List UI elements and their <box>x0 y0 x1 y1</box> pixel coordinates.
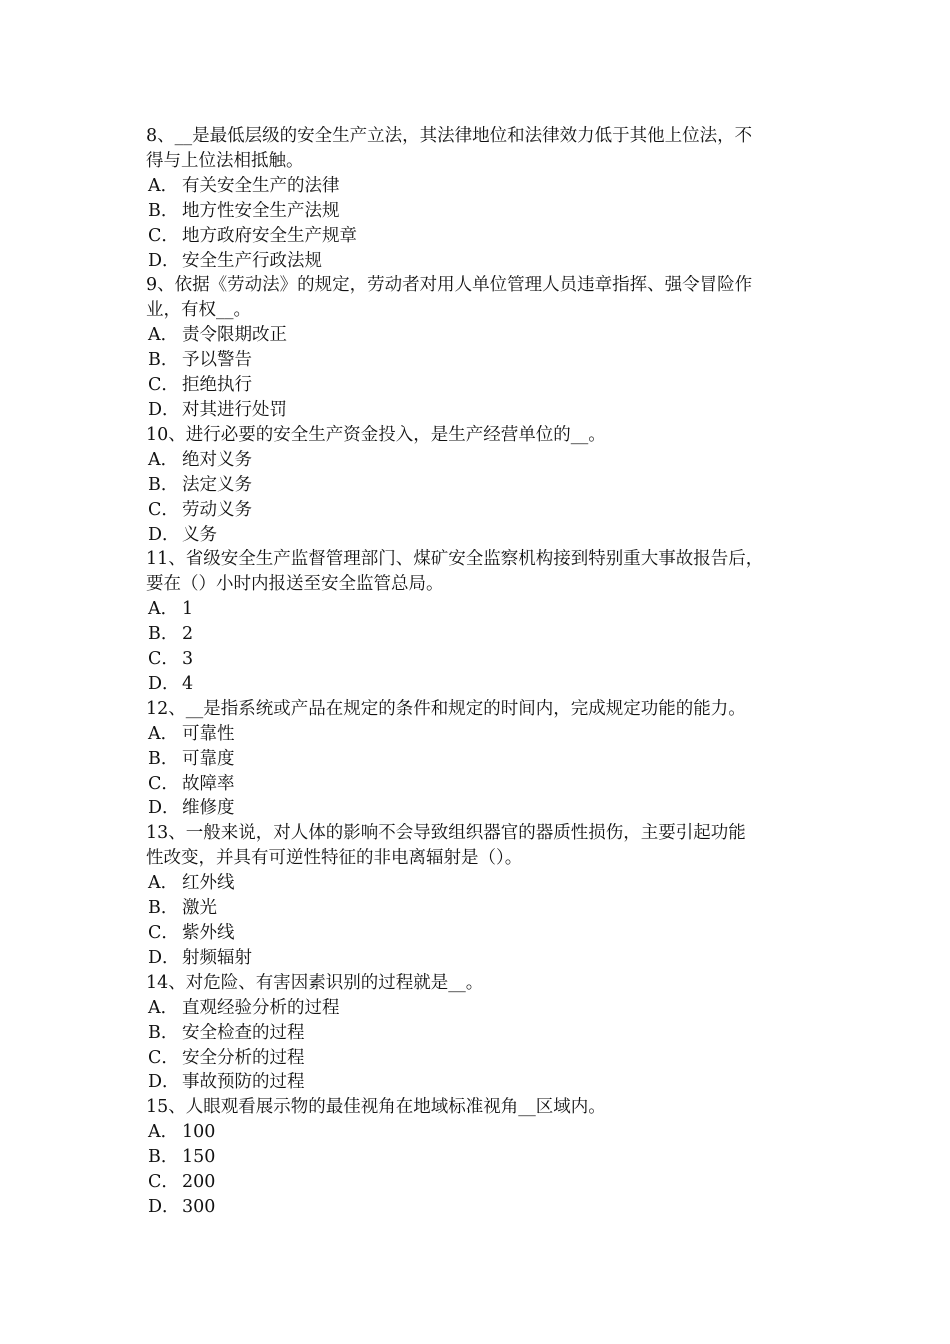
option-label: A． <box>148 1122 179 1143</box>
option-d <box>146 946 816 971</box>
option-text: 150 <box>182 1147 216 1168</box>
option-b <box>146 622 816 647</box>
option-c <box>146 373 816 398</box>
option-text: 故障率 <box>182 773 235 794</box>
option-text: 事故预防的过程 <box>182 1072 305 1093</box>
option-text: 劳动义务 <box>182 499 252 520</box>
option-b <box>146 896 816 921</box>
option-text: 3 <box>182 649 194 670</box>
option-label: B． <box>148 350 179 371</box>
option-b <box>146 747 816 772</box>
option-label: A． <box>148 599 179 620</box>
option-d <box>146 249 816 274</box>
option-text: 对其进行处罚 <box>182 399 287 420</box>
option-c <box>146 1046 816 1071</box>
option-text: 地方政府安全生产规章 <box>182 225 357 246</box>
option-label: A． <box>148 175 179 196</box>
question-stem <box>146 697 816 722</box>
option-text: 200 <box>182 1172 216 1193</box>
option-label: D． <box>148 250 180 271</box>
question-10 <box>146 423 816 548</box>
option-label: C． <box>148 375 179 396</box>
option-label: B． <box>148 1147 179 1168</box>
option-a <box>146 996 816 1021</box>
option-c <box>146 224 816 249</box>
option-text: 可靠度 <box>182 748 235 769</box>
option-text: 2 <box>182 624 194 645</box>
option-text: 激光 <box>182 898 217 919</box>
question-stem-line: 9、依据《劳动法》的规定，劳动者对用人单位管理人员违章指挥、强令冒险作 <box>146 275 753 296</box>
option-b <box>146 348 816 373</box>
option-label: A． <box>148 997 179 1018</box>
option-text: 地方性安全生产法规 <box>182 200 340 221</box>
option-text: 责令限期改正 <box>182 325 287 346</box>
option-d <box>146 1195 816 1220</box>
option-text: 法定义务 <box>182 474 252 495</box>
option-b <box>146 473 816 498</box>
option-label: C． <box>148 773 179 794</box>
option-c <box>146 498 816 523</box>
question-stem-line: 15、人眼观看展示物的最佳视角在地域标准视角__区域内。 <box>146 1097 606 1118</box>
option-d <box>146 398 816 423</box>
option-text: 300 <box>182 1196 216 1217</box>
question-stem-line: 业，有权__。 <box>146 300 251 321</box>
option-c <box>146 1170 816 1195</box>
option-label: B． <box>148 1022 179 1043</box>
option-c <box>146 647 816 672</box>
option-text: 安全分析的过程 <box>182 1047 305 1068</box>
option-b <box>146 1021 816 1046</box>
question-stem-line: 要在（）小时内报送至安全监管总局。 <box>146 574 444 595</box>
question-stem-line: 10、进行必要的安全生产资金投入，是生产经营单位的__。 <box>146 424 606 445</box>
question-stem-line: 12、__是指系统或产品在规定的条件和规定的时间内，完成规定功能的能力。 <box>146 698 746 719</box>
option-a <box>146 871 816 896</box>
option-label: C． <box>148 1172 179 1193</box>
option-label: C． <box>148 225 179 246</box>
question-9 <box>146 273 816 422</box>
option-label: D． <box>148 1072 180 1093</box>
question-stem <box>146 547 816 597</box>
option-a <box>146 174 816 199</box>
option-label: D． <box>148 524 180 545</box>
option-label: D． <box>148 947 180 968</box>
option-d <box>146 672 816 697</box>
option-label: D． <box>148 673 180 694</box>
option-text: 绝对义务 <box>182 449 252 470</box>
option-text: 100 <box>182 1122 216 1143</box>
option-text: 义务 <box>182 524 217 545</box>
option-label: A． <box>148 449 179 470</box>
option-label: C． <box>148 649 179 670</box>
option-label: A． <box>148 873 179 894</box>
question-stem <box>146 1095 816 1120</box>
option-label: A． <box>148 325 179 346</box>
option-label: B． <box>148 200 179 221</box>
question-13 <box>146 821 816 970</box>
option-label: B． <box>148 898 179 919</box>
option-text: 予以警告 <box>182 350 252 371</box>
question-stem-line: 性改变，并具有可逆性特征的非电离辐射是（）。 <box>146 848 523 869</box>
option-label: C． <box>148 1047 179 1068</box>
option-label: C． <box>148 923 179 943</box>
question-15 <box>146 1095 816 1220</box>
option-text: 1 <box>182 599 194 620</box>
option-b <box>146 199 816 224</box>
option-label: B． <box>148 624 179 645</box>
option-text: 安全生产行政法规 <box>182 250 322 271</box>
option-label: D． <box>148 1196 180 1217</box>
question-stem-line: 11、省级安全生产监督管理部门、煤矿安全监察机构接到特别重大事故报告后， <box>146 549 764 570</box>
option-label: C． <box>148 499 179 520</box>
question-stem-line: 8、__是最低层级的安全生产立法，其法律地位和法律效力低于其他上位法，不 <box>146 126 753 146</box>
option-a <box>146 1120 816 1145</box>
option-label: D． <box>148 798 180 819</box>
option-text: 拒绝执行 <box>182 375 252 396</box>
option-a <box>146 323 816 348</box>
question-stem <box>146 821 816 871</box>
option-a <box>146 722 816 747</box>
question-14 <box>146 971 816 1096</box>
option-d <box>146 796 816 821</box>
question-stem <box>146 273 816 323</box>
option-text: 维修度 <box>182 798 235 819</box>
option-a <box>146 597 816 622</box>
option-text: 红外线 <box>182 873 235 894</box>
question-stem <box>146 124 816 174</box>
option-label: B． <box>148 748 179 769</box>
question-11 <box>146 547 816 696</box>
option-label: D． <box>148 399 180 420</box>
option-text: 直观经验分析的过程 <box>182 997 340 1018</box>
option-text: 射频辐射 <box>182 947 252 968</box>
option-d <box>146 1070 816 1095</box>
option-text: 紫外线 <box>182 923 235 943</box>
option-label: A． <box>148 723 179 744</box>
question-stem-line: 得与上位法相抵触。 <box>146 150 304 171</box>
question-stem <box>146 971 816 996</box>
question-12 <box>146 697 816 822</box>
question-8 <box>146 124 816 273</box>
option-b <box>146 1145 816 1170</box>
option-label: B． <box>148 474 179 495</box>
option-text: 有关安全生产的法律 <box>182 175 340 196</box>
option-text: 安全检查的过程 <box>182 1022 305 1043</box>
question-stem-line: 14、对危险、有害因素识别的过程就是__。 <box>146 972 484 993</box>
option-d <box>146 523 816 548</box>
question-stem <box>146 423 816 448</box>
option-c <box>146 772 816 797</box>
question-stem-line: 13、一般来说，对人体的影响不会导致组织器官的器质性损伤，主要引起功能 <box>146 823 746 844</box>
question-list <box>146 124 816 1220</box>
option-text: 4 <box>182 673 194 694</box>
option-c <box>146 921 816 946</box>
option-text: 可靠性 <box>182 723 235 744</box>
option-a <box>146 448 816 473</box>
